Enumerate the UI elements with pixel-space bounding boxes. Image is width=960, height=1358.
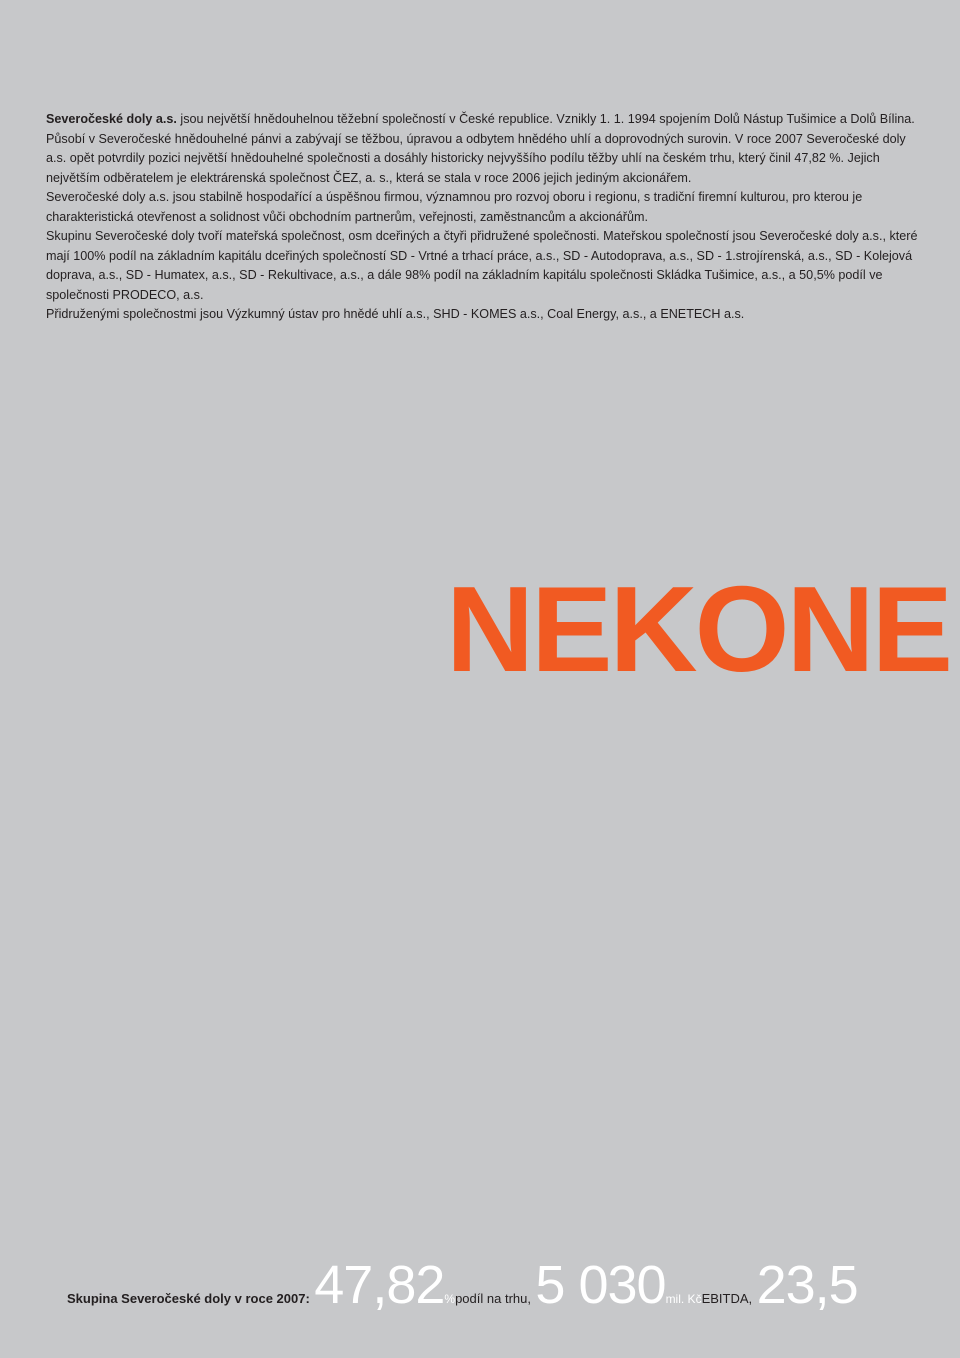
stats-line xyxy=(67,1255,858,1318)
stats-label: Skupina Severočeské doly v roce 2007: xyxy=(67,1291,310,1306)
stat-ebitda-value: 5 030 xyxy=(535,1255,666,1315)
stat-market-share-unit: % xyxy=(444,1292,456,1306)
stat-third-value: 23,5 xyxy=(756,1255,858,1315)
intro-paragraph-3: Skupinu Severočeské doly tvoří mateřská společnost, osm dceřiných a čtyři přidružené společnosti. Mateřskou společností jsou Severočeské doly a.s., které mají 100% podíl na základním kapitálu dceřiných společností SD - Vrtné a trhací práce, a.s., SD - Autodoprava, a.s., SD - 1.strojírenská, a.s., SD - Kolejová doprava, a.s., SD - Humatex, a.s., SD - Rekultivace, a.s., a dále 98% podíl na základním kapitálu společnosti Skládka Tušimice, a.s., a 50,5% podíl ve společnosti PRODECO, a.s. xyxy=(46,229,918,302)
intro-paragraph-2: Severočeské doly a.s. jsou stabilně hospodařící a úspěšnou firmou, významnou pro rozvoj oboru i regionu, s tradiční firemní kulturou, pro kterou je charakteristická otevřenost a solidnost vůči obchodním partnerům, veřejnosti, zaměstnancům a akcionářům. xyxy=(46,190,863,224)
stat-ebitda-unit: mil. Kč xyxy=(665,1292,702,1306)
stat-market-share-value: 47,82 xyxy=(314,1255,445,1315)
intro-paragraph-1 xyxy=(46,110,926,188)
company-name: Severočeské doly a.s. xyxy=(46,112,177,126)
stat-market-share-desc: podíl na trhu, xyxy=(455,1291,531,1306)
stat-ebitda-desc: EBITDA, xyxy=(701,1291,753,1306)
intro-text-block xyxy=(46,110,926,325)
intro-paragraph-4: Přidruženými společnostmi jsou Výzkumný ústav pro hnědé uhlí a.s., SHD - KOMES a.s., Coal Energy, a.s., a ENETECH a.s. xyxy=(46,307,745,321)
intro-paragraph-1-text: jsou největší hnědouhelnou těžební společností v České republice. Vznikly 1. 1. 1994 spojením Dolů Nástup Tušimice a Dolů Bílina. Působí v Severočeské hnědouhelné pánvi a zabývají se těžbou, úpravou a odbytem hnědého uhlí a doprovodných surovin. V roce 2007 Severočeské doly a.s. opět potvrdily pozici největší hnědouhelné společnosti a dosáhly historicky nejvyššího podílu těžby uhlí na českém trhu, který činil 47,82 %. Jejich největším odběratelem je elektrárenská společnost ČEZ, a. s., která se stala v roce 2006 jejich jediným akcionářem. xyxy=(46,112,915,185)
headline: NEKONE xyxy=(446,561,950,697)
